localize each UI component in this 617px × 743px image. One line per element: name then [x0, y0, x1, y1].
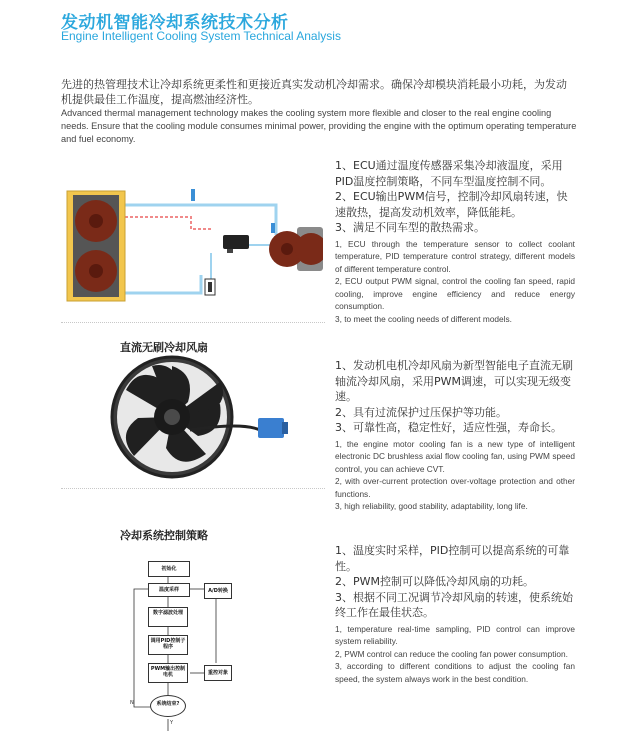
section2-point-cn: 2、具有过流保护过压保护等功能。 [335, 405, 507, 419]
flow-box-filter: 数字滤波处理 [148, 607, 188, 627]
flow-decision-end: 系统结束? [150, 695, 186, 717]
connector-icon [258, 418, 284, 438]
section2-text [335, 358, 575, 513]
section1-point-cn: 1、ECU通过温度传感器采集冷却液温度，采用PID温度控制策略，不同车型温度控制不同。 [335, 159, 563, 188]
intro-text-cn: 先进的热管理技术让冷却系统更柔性和更接近真实发动机冷却需求。确保冷却模块消耗最小功耗，为发动机提供最佳工作温度，提高燃油经济性。 [61, 78, 567, 106]
section2-point-cn: 3、可靠性高，稳定性好，适应性强，寿命长。 [335, 421, 562, 434]
section3-point-en: 2, PWM control can reduce the cooling fan power consumption. [335, 648, 568, 659]
page-subtitle: Engine Intelligent Cooling System Technical Analysis [61, 29, 341, 43]
flow-box-ad: A/D转换 [204, 583, 232, 599]
flow-yes-label: Y [170, 720, 174, 726]
flow-box-target: 重控对象 [204, 665, 232, 681]
brushless-fan-image [92, 352, 302, 482]
cooling-system-diagram [61, 183, 323, 313]
section1-point-cn: 2、ECU输出PWM信号，控制冷却风扇转速，快速散热，提高发动机效率，降低能耗。 [335, 190, 568, 219]
section1-point-en: 2, ECU output PWM signal, control the cooling fan speed, rapid cooling, improve engine efficiency and reduce energy consumption. [335, 276, 575, 311]
flow-box-init: 初始化 [148, 561, 190, 577]
section2-title: 直流无刷冷却风扇 [120, 341, 208, 354]
section2-point-en: 1, the engine motor cooling fan is a new type of intelligent electronic DC brushless axial flow cooling fan, using PWM speed control, you can achieve CVT. [335, 438, 575, 474]
section3-point-cn: 3、根据不同工况调节冷却风扇的转速，使系统始终工作在最佳状态。 [335, 590, 573, 619]
section3-point-en: 1, temperature real-time sampling, PID control can improve system reliability. [335, 623, 575, 646]
section2-point-en: 2, with over-current protection over-voltage protection and other functions. [335, 476, 575, 499]
flowchart-connectors [120, 555, 260, 735]
section1-point-en: 1, ECU through the temperature sensor to collect coolant temperature, PID temperature control strategy, different models of different temperature control. [335, 238, 575, 274]
section2-point-en: 3, high reliability, good stability, adaptability, long life. [335, 501, 528, 511]
page-title: 发动机智能冷却系统技术分析 [61, 13, 289, 33]
flow-box-pid: 调用PID控制子程序 [148, 635, 188, 655]
intro-text-en: Advanced thermal management technology makes the cooling system more flexible and closer to the real engine cooling needs. Ensure that the cooling module consumes minimal power, providing the engine with the optimum operating temperature and fuel economy. [61, 108, 577, 144]
section1-text [335, 158, 575, 325]
section3-title: 冷却系统控制策略 [120, 529, 208, 542]
flow-no-label: N [130, 700, 134, 706]
section1-point-cn: 3、满足不同车型的散热需求。 [335, 221, 485, 234]
section3-text [335, 543, 575, 685]
section3-point-en: 3, according to different conditions to adjust the cooling fan speed, the system always work in the best condition. [335, 661, 575, 684]
divider [61, 488, 325, 489]
ecu-icon [223, 235, 249, 249]
section2-point-cn: 1、发动机电机冷却风扇为新型智能电子直流无刷轴流冷却风扇，采用PWM调速，可以实现无级变速。 [335, 359, 573, 403]
flow-box-sampling: 温度采样 [148, 583, 190, 597]
section3-point-cn: 2、PWM控制可以降低冷却风扇的功耗。 [335, 575, 534, 588]
section1-point-en: 3, to meet the cooling needs of different models. [335, 313, 512, 324]
section3-point-cn: 1、温度实时采样，PID控制可以提高系统的可靠性。 [335, 544, 570, 573]
flow-box-pwm: PWM输出控制电机 [148, 663, 188, 683]
divider [61, 322, 325, 323]
